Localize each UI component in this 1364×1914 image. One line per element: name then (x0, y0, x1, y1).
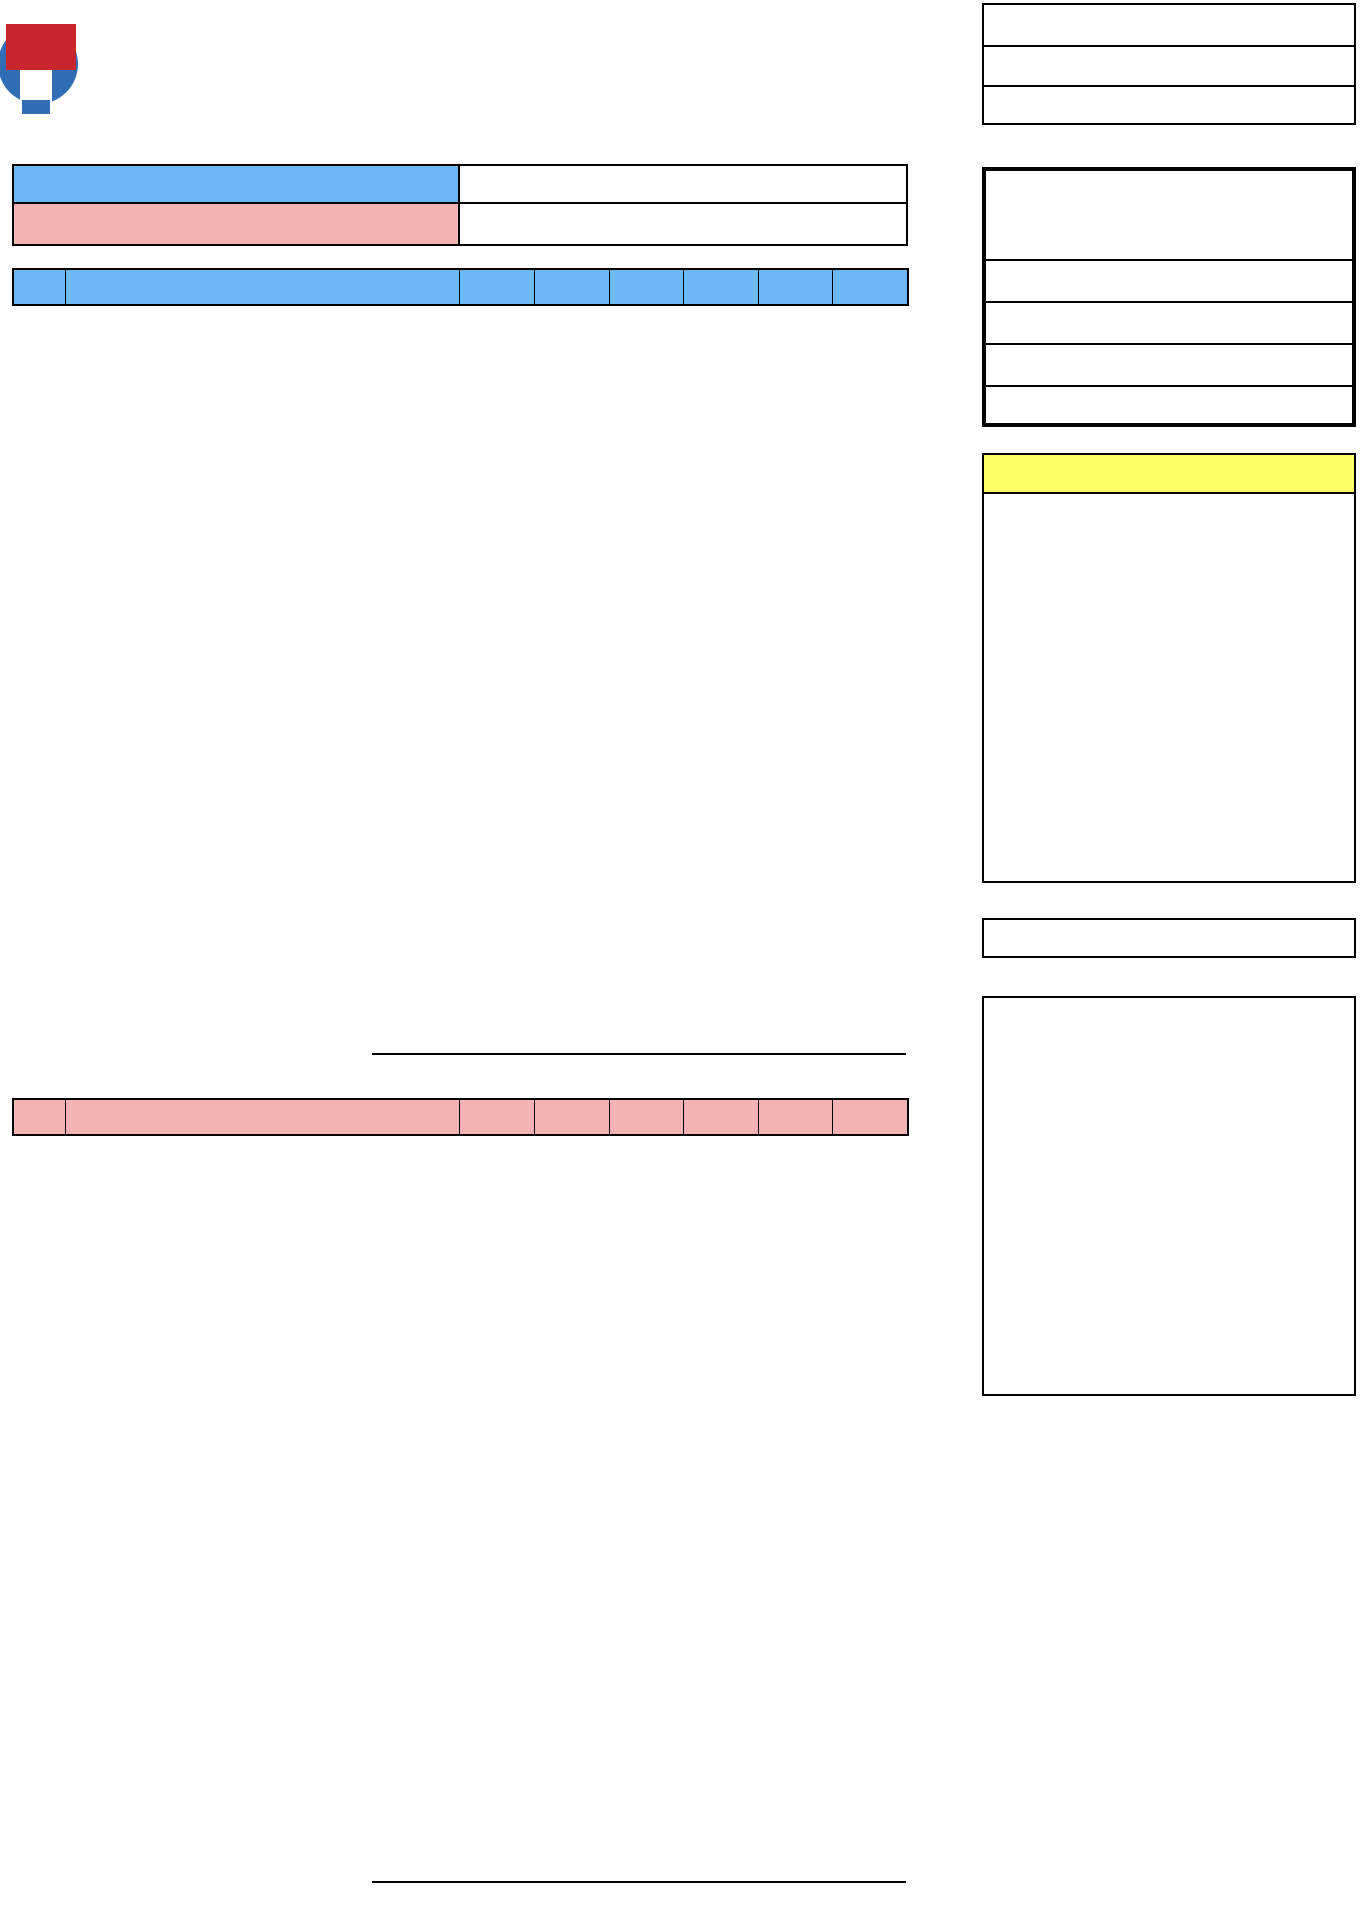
col-team (65, 1099, 460, 1135)
home-team-row (14, 166, 460, 204)
halftime-row (986, 259, 1352, 303)
col-2min-1 (609, 269, 683, 305)
col-2min-3 (759, 269, 833, 305)
col-d (833, 269, 908, 305)
col-a (534, 1099, 609, 1135)
hall-row (460, 166, 906, 204)
officials-title (984, 455, 1354, 494)
signed-row (982, 918, 1356, 958)
away-timeouts (372, 1881, 906, 1883)
officials-box (982, 453, 1356, 883)
match-info-box (982, 3, 1356, 125)
home-timeouts (372, 1053, 906, 1055)
home-header-row (13, 269, 908, 305)
penalty-row (986, 385, 1352, 423)
hsf-emblem-icon (0, 12, 100, 122)
overtime1-row (986, 301, 1352, 345)
col-nr (13, 269, 65, 305)
col-m (460, 269, 534, 305)
dato-row (984, 85, 1354, 123)
final-score (986, 171, 1352, 261)
col-2min-2 (683, 269, 758, 305)
col-2min-1 (609, 1099, 683, 1135)
overtime2-row (986, 343, 1352, 387)
federation-logo (0, 12, 460, 122)
home-roster-table (12, 268, 909, 306)
score-box (982, 167, 1356, 427)
col-nr (13, 1099, 65, 1135)
remark-box (982, 996, 1356, 1396)
col-2min-3 (759, 1099, 833, 1135)
col-a (534, 269, 609, 305)
deild-row (984, 5, 1354, 47)
col-d (833, 1099, 908, 1135)
away-team-row (14, 204, 460, 244)
away-header-row (13, 1099, 908, 1135)
away-roster-table (12, 1098, 909, 1136)
col-team (65, 269, 460, 305)
col-m (460, 1099, 534, 1135)
teams-box (12, 164, 908, 246)
dystur-row (984, 45, 1354, 87)
col-2min-2 (683, 1099, 758, 1135)
